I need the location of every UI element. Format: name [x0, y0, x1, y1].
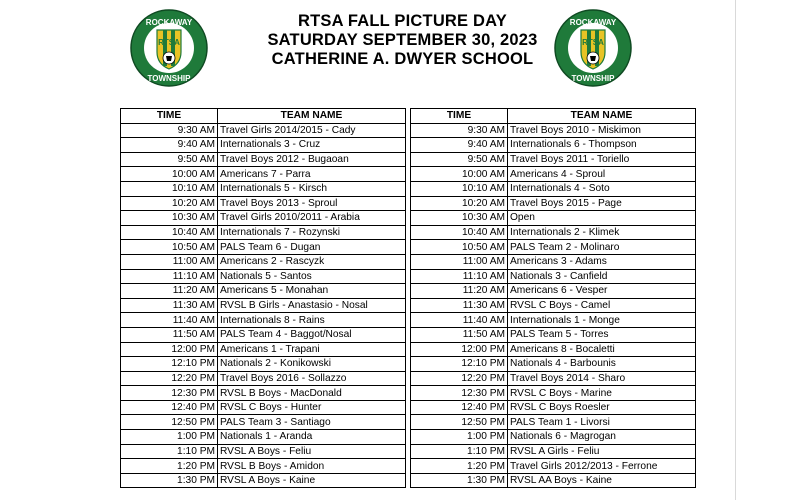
- team-cell: RVSL B Boys - MacDonald: [218, 386, 406, 401]
- table-row: [121, 254, 406, 269]
- time-cell: 12:00 PM: [411, 342, 508, 357]
- table-row: [411, 167, 696, 182]
- table-row: [121, 371, 406, 386]
- table-row: [121, 313, 406, 328]
- team-cell: Americans 8 - Bocaletti: [508, 342, 696, 357]
- time-cell: 10:10 AM: [121, 181, 218, 196]
- time-cell: 12:50 PM: [121, 415, 218, 430]
- team-cell: Americans 5 - Monahan: [218, 284, 406, 299]
- team-cell: Internationals 8 - Rains: [218, 313, 406, 328]
- team-cell: Internationals 1 - Monge: [508, 313, 696, 328]
- time-cell: 12:30 PM: [411, 386, 508, 401]
- svg-text:ROCKAWAY: ROCKAWAY: [145, 18, 193, 27]
- event-location: CATHERINE A. DWYER SCHOOL: [271, 50, 534, 68]
- schedule-body-left: [121, 123, 406, 488]
- schedule-body-right: [411, 123, 696, 488]
- team-cell: PALS Team 4 - Baggot/Nosal: [218, 327, 406, 342]
- team-cell: Travel Boys 2014 - Sharo: [508, 371, 696, 386]
- svg-text:TOWNSHIP: TOWNSHIP: [571, 74, 615, 83]
- table-row: [121, 357, 406, 372]
- table-row: [121, 123, 406, 138]
- team-cell: Internationals 3 - Cruz: [218, 138, 406, 153]
- time-cell: 12:20 PM: [121, 371, 218, 386]
- event-date: SATURDAY SEPTEMBER 30, 2023: [267, 31, 538, 49]
- team-cell: Travel Boys 2010 - Miskimon: [508, 123, 696, 138]
- svg-text:TOWNSHIP: TOWNSHIP: [147, 74, 191, 83]
- team-cell: Travel Boys 2012 - Bugaoan: [218, 152, 406, 167]
- table-row: [411, 371, 696, 386]
- team-cell: PALS Team 2 - Molinaro: [508, 240, 696, 255]
- team-cell: Nationals 5 - Santos: [218, 269, 406, 284]
- time-cell: 12:20 PM: [411, 371, 508, 386]
- team-cell: RVSL A Boys - Kaine: [218, 473, 406, 488]
- table-row: [121, 196, 406, 211]
- table-row: [411, 400, 696, 415]
- time-cell: 11:30 AM: [411, 298, 508, 313]
- page-edge-rule: [735, 0, 736, 500]
- table-row: [121, 138, 406, 153]
- table-row: [411, 152, 696, 167]
- team-cell: Travel Girls 2014/2015 - Cady: [218, 123, 406, 138]
- team-cell: Nationals 1 - Aranda: [218, 430, 406, 445]
- team-cell: RVSL B Girls - Anastasio - Nosal: [218, 298, 406, 313]
- team-cell: Americans 1 - Trapani: [218, 342, 406, 357]
- team-cell: Americans 4 - Sproul: [508, 167, 696, 182]
- table-row: [121, 284, 406, 299]
- time-cell: 12:40 PM: [411, 400, 508, 415]
- table-row: [411, 342, 696, 357]
- time-cell: 10:00 AM: [411, 167, 508, 182]
- time-cell: 10:20 AM: [121, 196, 218, 211]
- team-cell: Americans 6 - Vesper: [508, 284, 696, 299]
- team-cell: Internationals 4 - Soto: [508, 181, 696, 196]
- table-row: [121, 386, 406, 401]
- team-cell: Open: [508, 211, 696, 226]
- table-row: [121, 400, 406, 415]
- time-cell: 9:50 AM: [411, 152, 508, 167]
- time-cell: 12:40 PM: [121, 400, 218, 415]
- team-cell: Internationals 6 - Thompson: [508, 138, 696, 153]
- table-row: [411, 357, 696, 372]
- table-row: [121, 444, 406, 459]
- team-cell: Travel Boys 2015 - Page: [508, 196, 696, 211]
- table-row: [411, 313, 696, 328]
- time-cell: 1:00 PM: [121, 430, 218, 445]
- table-row: [411, 240, 696, 255]
- team-cell: RVSL A Boys - Feliu: [218, 444, 406, 459]
- time-cell: 9:30 AM: [121, 123, 218, 138]
- time-cell: 11:20 AM: [411, 284, 508, 299]
- table-row: [411, 386, 696, 401]
- svg-text:RTSA: RTSA: [158, 38, 180, 47]
- time-cell: 10:30 AM: [411, 211, 508, 226]
- time-cell: 9:40 AM: [121, 138, 218, 153]
- time-cell: 12:30 PM: [121, 386, 218, 401]
- time-cell: 10:40 AM: [121, 225, 218, 240]
- team-cell: Nationals 2 - Konikowski: [218, 357, 406, 372]
- table-row: [121, 240, 406, 255]
- table-row: [411, 473, 696, 488]
- time-cell: 1:10 PM: [411, 444, 508, 459]
- team-cell: Nationals 3 - Canfield: [508, 269, 696, 284]
- time-cell: 12:00 PM: [121, 342, 218, 357]
- table-row: [121, 225, 406, 240]
- team-cell: RVSL A Girls - Feliu: [508, 444, 696, 459]
- table-row: [121, 269, 406, 284]
- team-column-header: TEAM NAME: [508, 109, 696, 124]
- time-cell: 12:50 PM: [411, 415, 508, 430]
- table-row: [411, 415, 696, 430]
- time-cell: 11:40 AM: [121, 313, 218, 328]
- team-cell: Americans 3 - Adams: [508, 254, 696, 269]
- table-row: [121, 473, 406, 488]
- team-cell: Nationals 4 - Barbounis: [508, 357, 696, 372]
- table-row: [411, 269, 696, 284]
- time-cell: 9:50 AM: [121, 152, 218, 167]
- team-cell: RVSL C Boys - Camel: [508, 298, 696, 313]
- event-title: RTSA FALL PICTURE DAY: [298, 12, 507, 30]
- team-cell: RVSL C Boys Roesler: [508, 400, 696, 415]
- time-cell: 11:00 AM: [411, 254, 508, 269]
- time-cell: 1:20 PM: [411, 459, 508, 474]
- table-row: [121, 181, 406, 196]
- team-cell: Internationals 5 - Kirsch: [218, 181, 406, 196]
- schedule-table-right: [410, 108, 696, 488]
- time-cell: 11:50 AM: [121, 327, 218, 342]
- time-cell: 11:10 AM: [121, 269, 218, 284]
- time-column-header: TIME: [411, 109, 508, 124]
- team-cell: Nationals 6 - Magrogan: [508, 430, 696, 445]
- team-cell: Travel Boys 2011 - Toriello: [508, 152, 696, 167]
- table-row: [121, 459, 406, 474]
- team-cell: Travel Boys 2013 - Sproul: [218, 196, 406, 211]
- table-row: [121, 415, 406, 430]
- table-row: [411, 123, 696, 138]
- time-cell: 9:30 AM: [411, 123, 508, 138]
- svg-text:RTSA: RTSA: [582, 38, 604, 47]
- team-cell: RVSL B Boys - Amidon: [218, 459, 406, 474]
- table-row: [121, 152, 406, 167]
- header-row: [121, 109, 406, 124]
- table-row: [411, 138, 696, 153]
- table-row: [121, 430, 406, 445]
- header-row: [411, 109, 696, 124]
- team-cell: Travel Girls 2012/2013 - Ferrone: [508, 459, 696, 474]
- time-cell: 9:40 AM: [411, 138, 508, 153]
- team-cell: RVSL C Boys - Marine: [508, 386, 696, 401]
- team-cell: Americans 7 - Parra: [218, 167, 406, 182]
- time-cell: 10:20 AM: [411, 196, 508, 211]
- time-cell: 10:30 AM: [121, 211, 218, 226]
- time-cell: 12:10 PM: [411, 357, 508, 372]
- time-cell: 10:50 AM: [121, 240, 218, 255]
- table-row: [121, 211, 406, 226]
- team-cell: PALS Team 6 - Dugan: [218, 240, 406, 255]
- table-row: [411, 254, 696, 269]
- time-cell: 11:00 AM: [121, 254, 218, 269]
- time-cell: 11:20 AM: [121, 284, 218, 299]
- team-cell: RVSL C Boys - Hunter: [218, 400, 406, 415]
- table-row: [411, 181, 696, 196]
- team-cell: PALS Team 5 - Torres: [508, 327, 696, 342]
- table-row: [411, 225, 696, 240]
- time-cell: 10:10 AM: [411, 181, 508, 196]
- time-cell: 11:10 AM: [411, 269, 508, 284]
- time-cell: 11:40 AM: [411, 313, 508, 328]
- table-row: [411, 459, 696, 474]
- time-column-header: TIME: [121, 109, 218, 124]
- time-cell: 11:30 AM: [121, 298, 218, 313]
- team-cell: Internationals 2 - Klimek: [508, 225, 696, 240]
- table-row: [411, 298, 696, 313]
- time-cell: 10:40 AM: [411, 225, 508, 240]
- table-row: [121, 167, 406, 182]
- time-cell: 1:20 PM: [121, 459, 218, 474]
- team-cell: Americans 2 - Rascyzk: [218, 254, 406, 269]
- time-cell: 12:10 PM: [121, 357, 218, 372]
- time-cell: 10:50 AM: [411, 240, 508, 255]
- team-column-header: TEAM NAME: [218, 109, 406, 124]
- table-row: [411, 444, 696, 459]
- table-row: [121, 327, 406, 342]
- table-row: [411, 196, 696, 211]
- svg-text:ROCKAWAY: ROCKAWAY: [569, 18, 617, 27]
- team-cell: Internationals 7 - Rozynski: [218, 225, 406, 240]
- schedule-table-left: [120, 108, 406, 488]
- team-cell: PALS Team 1 - Livorsi: [508, 415, 696, 430]
- table-row: [411, 327, 696, 342]
- time-cell: 1:30 PM: [121, 473, 218, 488]
- team-cell: PALS Team 3 - Santiago: [218, 415, 406, 430]
- time-cell: 1:10 PM: [121, 444, 218, 459]
- page-header: [0, 12, 805, 69]
- table-row: [411, 211, 696, 226]
- team-cell: RVSL AA Boys - Kaine: [508, 473, 696, 488]
- table-row: [121, 298, 406, 313]
- table-row: [411, 430, 696, 445]
- table-row: [411, 284, 696, 299]
- team-cell: Travel Girls 2010/2011 - Arabia: [218, 211, 406, 226]
- time-cell: 1:30 PM: [411, 473, 508, 488]
- time-cell: 1:00 PM: [411, 430, 508, 445]
- table-row: [121, 342, 406, 357]
- time-cell: 10:00 AM: [121, 167, 218, 182]
- time-cell: 11:50 AM: [411, 327, 508, 342]
- team-cell: Travel Boys 2016 - Sollazzo: [218, 371, 406, 386]
